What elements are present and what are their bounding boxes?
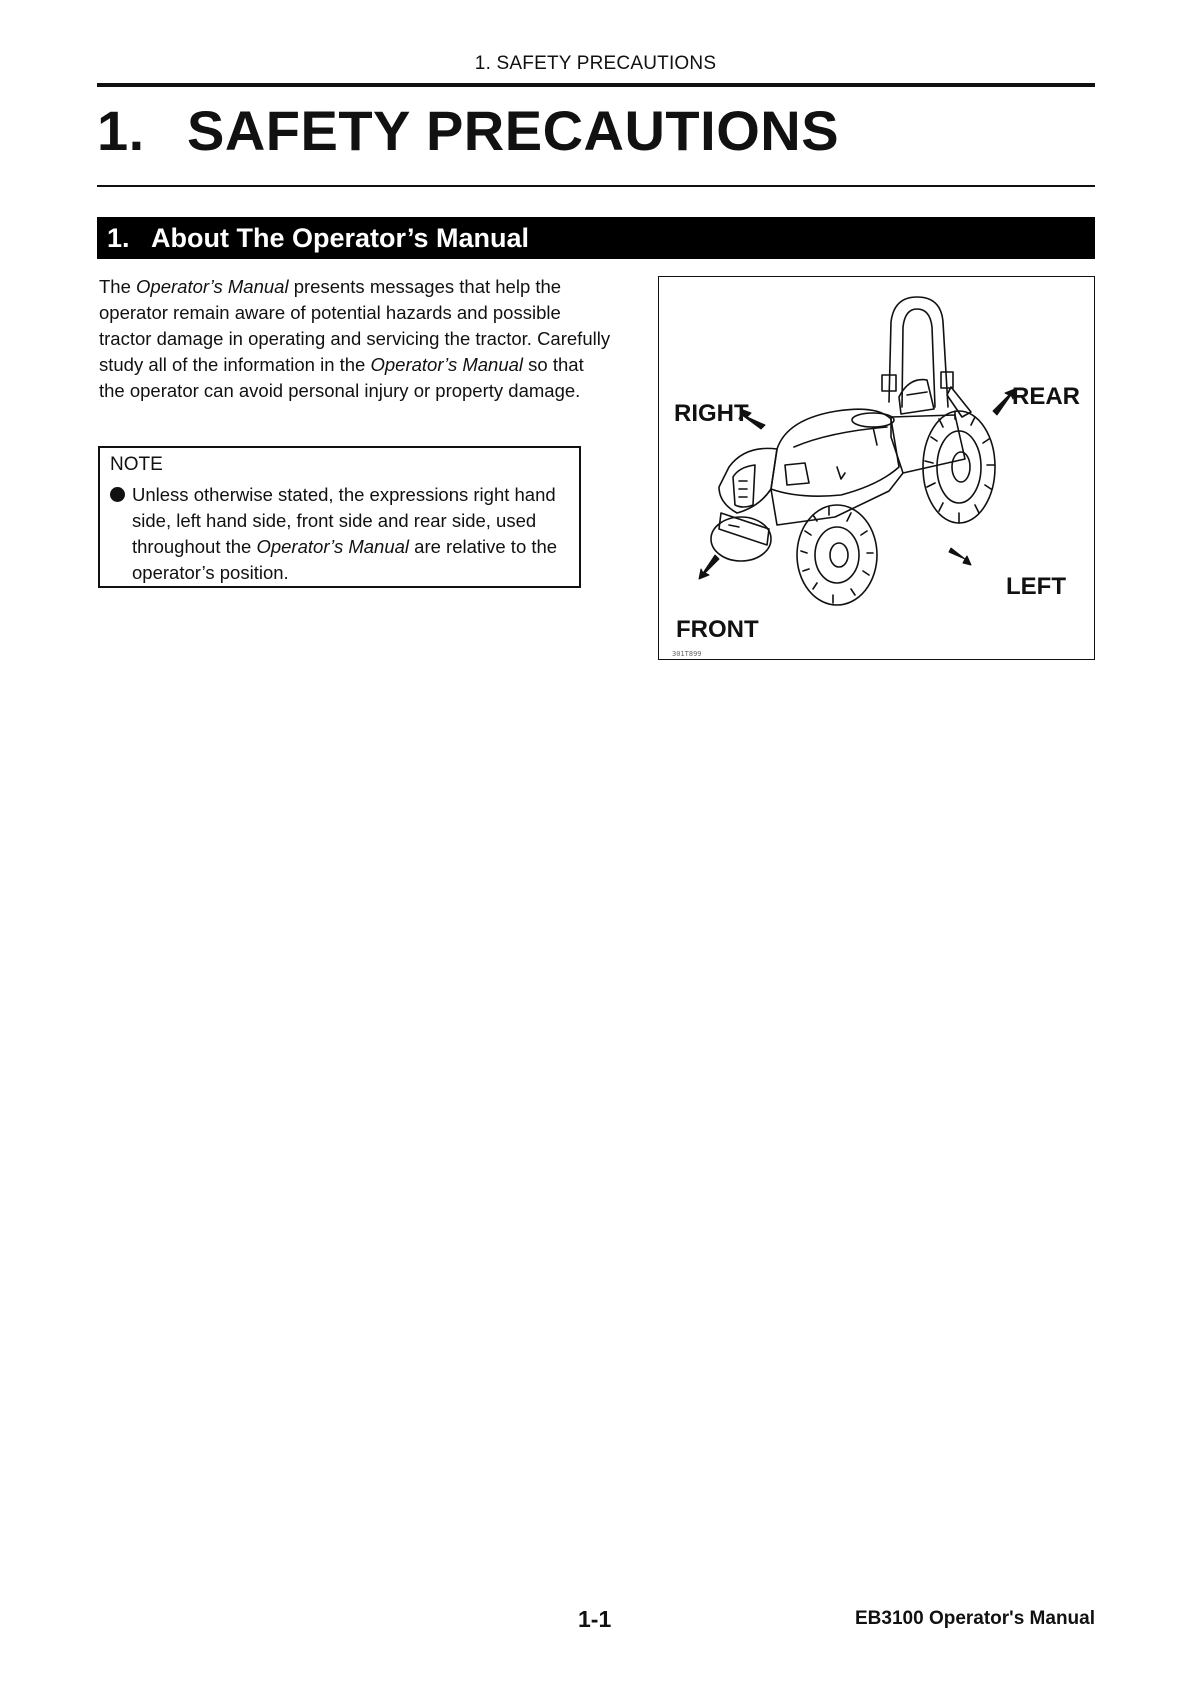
chapter-rule [97,185,1095,187]
section-heading [97,217,1095,259]
note-text-1: Unless otherwise stated, the expressions right hand side, left hand side, front side and rear side, used throughout the [132,484,556,557]
running-header: 1. SAFETY PRECAUTIONS [474,53,717,74]
page-number: 1-1 [578,1606,612,1632]
left-label: LEFT [1006,573,1066,600]
rear-label: REAR [1012,383,1081,410]
tractor-illustration [659,277,1094,659]
bullet-icon [110,487,125,502]
intro-text-1: The [99,276,137,297]
intro-italic-2: Operator’s Manual [370,354,524,375]
chapter-title-text: SAFETY PRECAUTIONS [187,99,840,162]
right-label: RIGHT [674,400,749,427]
intro-text-2: presents messages that help the operator remain aware of potential hazards and possible tractor damage in operating and servicing the tractor. Carefully study all of the information in the [99,276,611,375]
note-title: NOTE [110,454,163,475]
section-number: 1. [107,223,130,253]
intro-italic-1: Operator’s Manual [136,276,289,297]
note-text-2: are relative to the operator’s position. [132,536,558,583]
note-item [110,482,569,586]
intro-text-3: so that the operator can avoid personal injury or property damage. [99,354,584,401]
chapter-title [97,98,839,163]
section-title: About The Operator’s Manual [151,223,530,253]
figure-code: 301T899 [672,650,702,658]
tractor-figure [658,276,1095,660]
chapter-number: 1. [97,99,145,162]
header-rule [97,83,1095,87]
note-box [98,446,581,588]
intro-paragraph [99,274,614,404]
manual-name: EB3100 Operator's Manual [855,1608,1095,1629]
note-italic: Operator’s Manual [256,536,410,557]
front-label: FRONT [676,616,759,643]
